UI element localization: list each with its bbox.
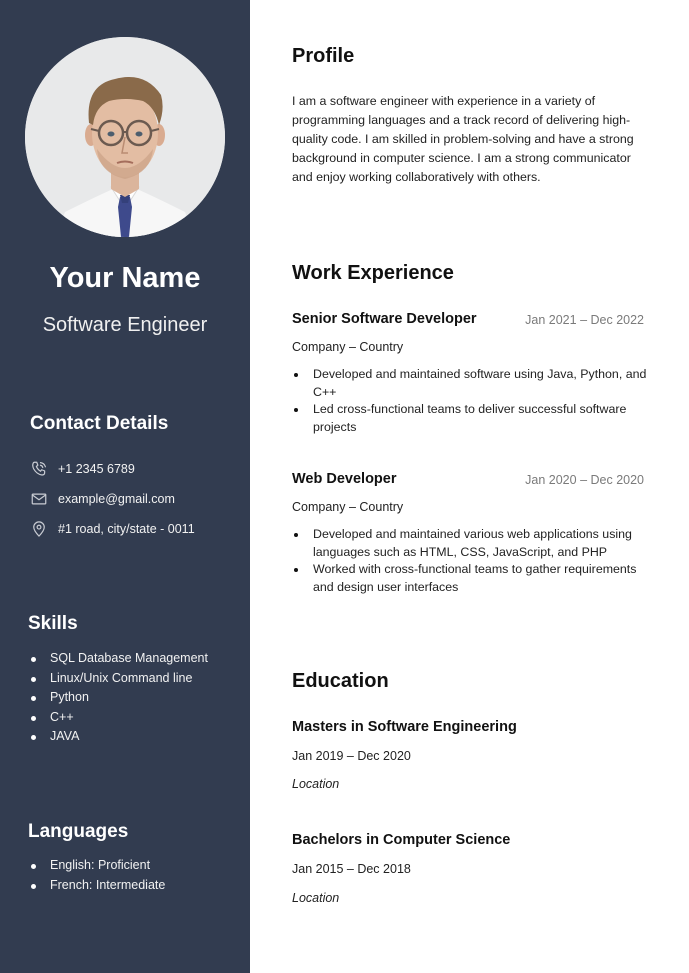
envelope-icon xyxy=(30,490,48,508)
contact-email xyxy=(30,490,175,508)
job-bullet: Developed and maintained software using Java, Python, and C++ xyxy=(292,366,652,401)
job-title: Software Engineer xyxy=(42,314,208,336)
skill-item: SQL Database Management xyxy=(30,649,208,669)
degree-dates: Jan 2019 – Dec 2020 xyxy=(292,749,411,763)
job-bullet: Worked with cross-functional teams to gather requirements and design user interfaces xyxy=(292,561,652,596)
skills-list xyxy=(30,649,208,747)
contact-heading: Contact Details xyxy=(30,413,169,434)
skills-heading: Skills xyxy=(28,613,78,634)
job-bullets xyxy=(292,366,652,436)
phone-number: +1 2345 6789 xyxy=(58,462,135,476)
skill-item: C++ xyxy=(30,708,208,728)
job-bullet: Led cross-functional teams to deliver successful software projects xyxy=(292,401,652,436)
job-company: Company – Country xyxy=(292,340,404,354)
job-role: Web Developer xyxy=(292,471,397,487)
job-bullet: Developed and maintained various web applications using languages such as HTML, CSS, JavaScript, and PHP xyxy=(292,526,652,561)
contact-phone xyxy=(30,460,135,478)
education-heading: Education xyxy=(292,670,389,692)
job-role: Senior Software Developer xyxy=(292,311,477,327)
sidebar xyxy=(0,0,250,973)
languages-list xyxy=(30,856,165,895)
job-dates: Jan 2020 – Dec 2020 xyxy=(525,473,644,487)
contact-address xyxy=(30,520,195,538)
skill-item: Python xyxy=(30,688,208,708)
degree-name: Masters in Software Engineering xyxy=(292,719,517,735)
job-bullets xyxy=(292,526,652,596)
languages-heading: Languages xyxy=(28,821,129,842)
profile-photo xyxy=(25,37,225,237)
language-item: English: Proficient xyxy=(30,856,165,876)
work-experience-heading: Work Experience xyxy=(292,262,454,284)
map-pin-icon xyxy=(30,520,48,538)
degree-location: Location xyxy=(292,777,340,791)
skill-item: Linux/Unix Command line xyxy=(30,669,208,689)
person-portrait-icon xyxy=(25,37,225,237)
profile-heading: Profile xyxy=(292,45,355,67)
profile-summary: I am a software engineer with experience in a variety of programming languages and a track record of delivering high-quality code. I am skilled in problem-solving and have a strong background in computer science. I am a strong communicator and enjoy working collaboratively with others. xyxy=(292,94,634,184)
person-name: Your Name xyxy=(49,262,201,294)
language-item: French: Intermediate xyxy=(30,876,165,896)
degree-location: Location xyxy=(292,891,340,905)
skill-item: JAVA xyxy=(30,727,208,747)
job-dates: Jan 2021 – Dec 2022 xyxy=(525,313,644,327)
email-address: example@gmail.com xyxy=(58,492,175,506)
job-company: Company – Country xyxy=(292,500,404,514)
street-address: #1 road, city/state - 0011 xyxy=(58,522,195,536)
degree-dates: Jan 2015 – Dec 2018 xyxy=(292,862,411,876)
degree-name: Bachelors in Computer Science xyxy=(292,832,511,848)
phone-icon xyxy=(30,460,48,478)
